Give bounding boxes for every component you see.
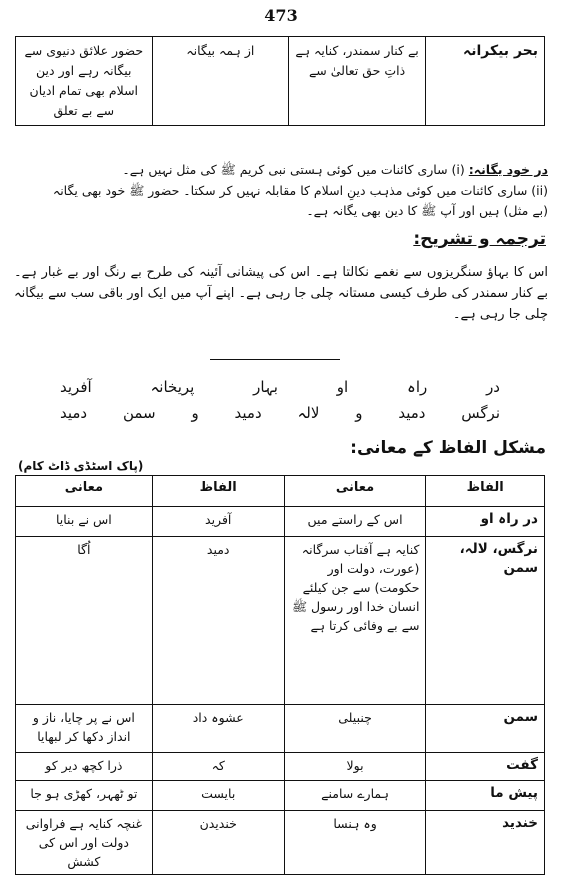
table-cell: از ہمہ بیگانہ [152, 37, 288, 126]
table-cell: اس نے بنایا [16, 507, 153, 537]
table-cell: گفت [426, 753, 545, 781]
table-cell: بایست [152, 781, 284, 811]
note-line-3: (بے مثل) ہیں اور آپ ﷺ کا دین بھی یگانہ ہے۔ [306, 203, 548, 218]
table-cell: در راہ او [426, 507, 545, 537]
vocab-table [15, 475, 545, 875]
table-row [16, 537, 545, 705]
table-row [16, 705, 545, 753]
table-cell: کہ [152, 753, 284, 781]
table-cell: غنچہ کنایہ ہے فراوانی دولت اور اس کی کشش [16, 811, 153, 875]
vocab-header: الفاظ [426, 476, 545, 507]
table-cell: تو ٹھہر، کھڑی ہو جا [16, 781, 153, 811]
table-cell: سمن [426, 705, 545, 753]
divider [210, 359, 340, 360]
table-cell: ہمارے سامنے [284, 781, 426, 811]
table-cell: حضور علائق دنیوی سے بیگانہ رہے اور دین اسلام بھی تمام ادیان سے بے تعلق [16, 37, 153, 126]
table-row [16, 811, 545, 875]
table-cell: اس نے پر چایا، ناز و انداز دکھا کر لبھایا [16, 705, 153, 753]
table-cell: نرگس، لالہ، سمن [426, 537, 545, 705]
table-cell: خندید [426, 811, 545, 875]
table-row [16, 753, 545, 781]
table-cell: اس کے راستے میں [284, 507, 426, 537]
table-row [16, 781, 545, 811]
table-row [16, 37, 545, 126]
translation-paragraph: اس کا بہاؤ سنگریزوں سے نغمے نکالتا ہے۔ اس کی پیشانی آئینہ کی طرح بے رنگ اور بے غبار ہے۔ بے کنار سمندر کی طرف کیسی مستانہ چلی جا رہی ہے۔ اپنے آپ میں ایک اور باقی سب سے بیگانہ چلی جا رہی ہے۔ [14, 265, 548, 322]
vocab-header: معانی [284, 476, 426, 507]
table-cell: چنبیلی [284, 705, 426, 753]
table-cell: عشوہ داد [152, 705, 284, 753]
vocab-heading: مشکل الفاظ کے معانی: [350, 438, 546, 458]
table-cell: وہ ہنسا [284, 811, 426, 875]
vocab-header: معانی [16, 476, 153, 507]
watermark: (پاک اسٹڈی ڈاٹ کام) [18, 459, 144, 473]
table-cell: ذرا کچھ دیر کو [16, 753, 153, 781]
table-cell: کنایہ ہے آفتاب سرگانہ (عورت، دولت اور حکومت) سے جن کیلئے انسان خدا اور رسول ﷺ سے بے وفائی کرتا ہے [284, 537, 426, 705]
top-table [15, 36, 545, 126]
vocab-header-row [16, 476, 545, 507]
table-cell: بے کنار سمندر، کنایہ ہے ذاتِ حق تعالیٰ سے [289, 37, 426, 126]
translation-heading: ترجمہ و تشریح: [413, 229, 546, 249]
table-cell: پیش ما [426, 781, 545, 811]
page-number: 473 [264, 6, 298, 25]
note-label: در خود یگانہ: [468, 162, 548, 177]
table-cell: بحر بیکرانہ [426, 37, 545, 126]
vocab-header: الفاظ [152, 476, 284, 507]
note-text: (i) ساری کائنات میں کوئی ہستی نبی کریم ﷺ کی مثل نہیں ہے۔ [122, 162, 465, 177]
table-cell: بولا [284, 753, 426, 781]
table-row [16, 507, 545, 537]
table-cell: اُگا [16, 537, 153, 705]
note-line-1 [14, 160, 548, 180]
note-line-2: (ii) ساری کائنات میں کوئی مذہب دینِ اسلام کا مقابلہ نہیں کر سکتا۔ حضور ﷺ خود بھی یگانہ [52, 183, 548, 198]
table-cell: آفرید [152, 507, 284, 537]
verse-line-1: در راہ او بہار پریخانہ آفرید [60, 378, 500, 396]
table-cell: دمید [152, 537, 284, 705]
table-cell: خندیدن [152, 811, 284, 875]
verse-line-2: نرگس دمید و لالہ دمید و سمن دمید [60, 404, 500, 422]
